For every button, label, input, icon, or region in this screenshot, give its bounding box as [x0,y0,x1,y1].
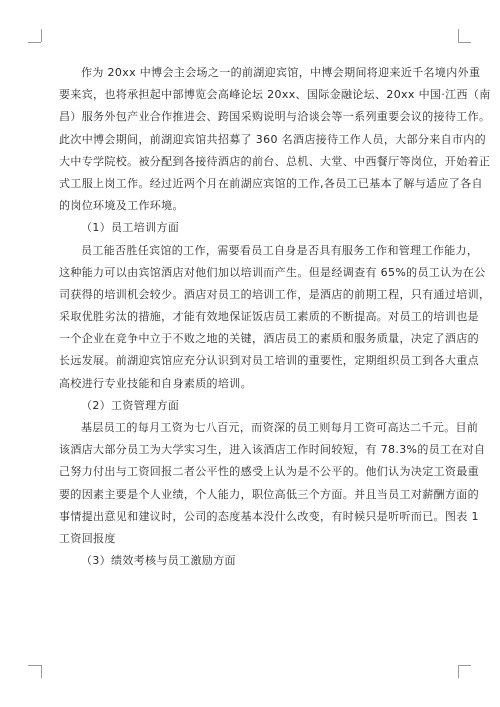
text-line: 昌）服务外包产业合作推进会、跨国采购说明与洽谈会等一系列重要会议的接待工作。 [59,110,491,124]
text-line: 此次中博会期间，前湖迎宾馆共招募了 360 名酒店接待工作人员，大部分来自市内的 [59,132,486,146]
section-heading-training: （1）员工培训方面 [81,221,180,235]
paragraph-salary [59,421,486,545]
crop-mark-top-right-v [458,29,459,42]
text-line: 要来宾，也将承担起中部博览会高峰论坛 20xx、国际金融论坛、20xx 中国·江西（南 [59,88,491,102]
text-line: 的岗位环境及工作环境。 [59,199,184,213]
section-heading-salary: （2）工资管理方面 [81,398,180,412]
crop-mark-bottom-left-h [28,665,41,666]
crop-mark-bottom-right-v [458,665,459,678]
text-line: 一个企业在竞争中立于不败之地的关键，酒店员工的素质和服务质量，决定了酒店的 [59,332,479,346]
section-heading-performance: （3）绩效考核与员工激励方面 [81,554,236,568]
crop-mark-top-right-h [458,42,471,43]
crop-mark-top-left-v [41,29,42,42]
text-line: 己努力付出与工资回报二者公平性的感受上认为是不公平的。他们认为决定工资最重 [59,465,479,479]
text-line: 大中专学院校。被分配到各接待酒店的前台、总机、大堂、中西餐厅等岗位，开始着正 [59,154,491,168]
crop-mark-bottom-right-h [458,665,471,666]
text-line: 采取优胜劣汰的措施，才能有效地保证饭店员工素质的不断提高。对员工的培训也是 [59,310,479,324]
document-body [59,66,491,576]
text-line: 该酒店大部分员工为大学实习生，进入该酒店工作时间较短，有 78.3%的员工在对自 [59,443,486,457]
text-line: 长远发展。前湖迎宾馆应充分认识到对员工培训的重要性，定期组织员工到各大重点 [59,354,479,368]
text-line: 要的因素主要是个人业绩，个人能力，职位高低三个方面。并且当员工对薪酬方面的 [59,487,479,501]
text-line: 基层员工的每月工资为七八百元，而资深的员工则每月工资可高达二千元。目前 [81,421,479,434]
crop-mark-bottom-left-v [41,665,42,678]
crop-mark-top-left-h [28,42,41,43]
text-line: 事情提出意见和建议时，公司的态度基本没什么改变，有时候只是听听而已。图表 1 [59,509,479,523]
text-line: 员工能否胜任宾馆的工作，需要看员工自身是否具有服务工作和管理工作能力， [81,243,479,257]
text-line: 司获得的培训机会较少。酒店对员工的培训工作，是酒店的前期工程，只有通过培训， [59,287,491,301]
text-line: 这种能力可以由宾馆酒店对他们加以培训而产生。但是经调查有 65%的员工认为在公 [59,265,486,279]
paragraph-training [59,243,491,390]
text-line: 工资回报度 [59,531,116,545]
text-line: 作为 20xx 中博会主会场之一的前湖迎宾馆，中博会期间将迎来近千名境内外重 [81,66,481,79]
paragraph-intro [59,66,491,213]
text-line: 高校进行专业技能和自身素质的培训。 [59,376,252,390]
text-line: 式工服上岗工作。经过近两个月在前湖应宾馆的工作,各员工已基本了解与适应了各自 [59,176,483,190]
